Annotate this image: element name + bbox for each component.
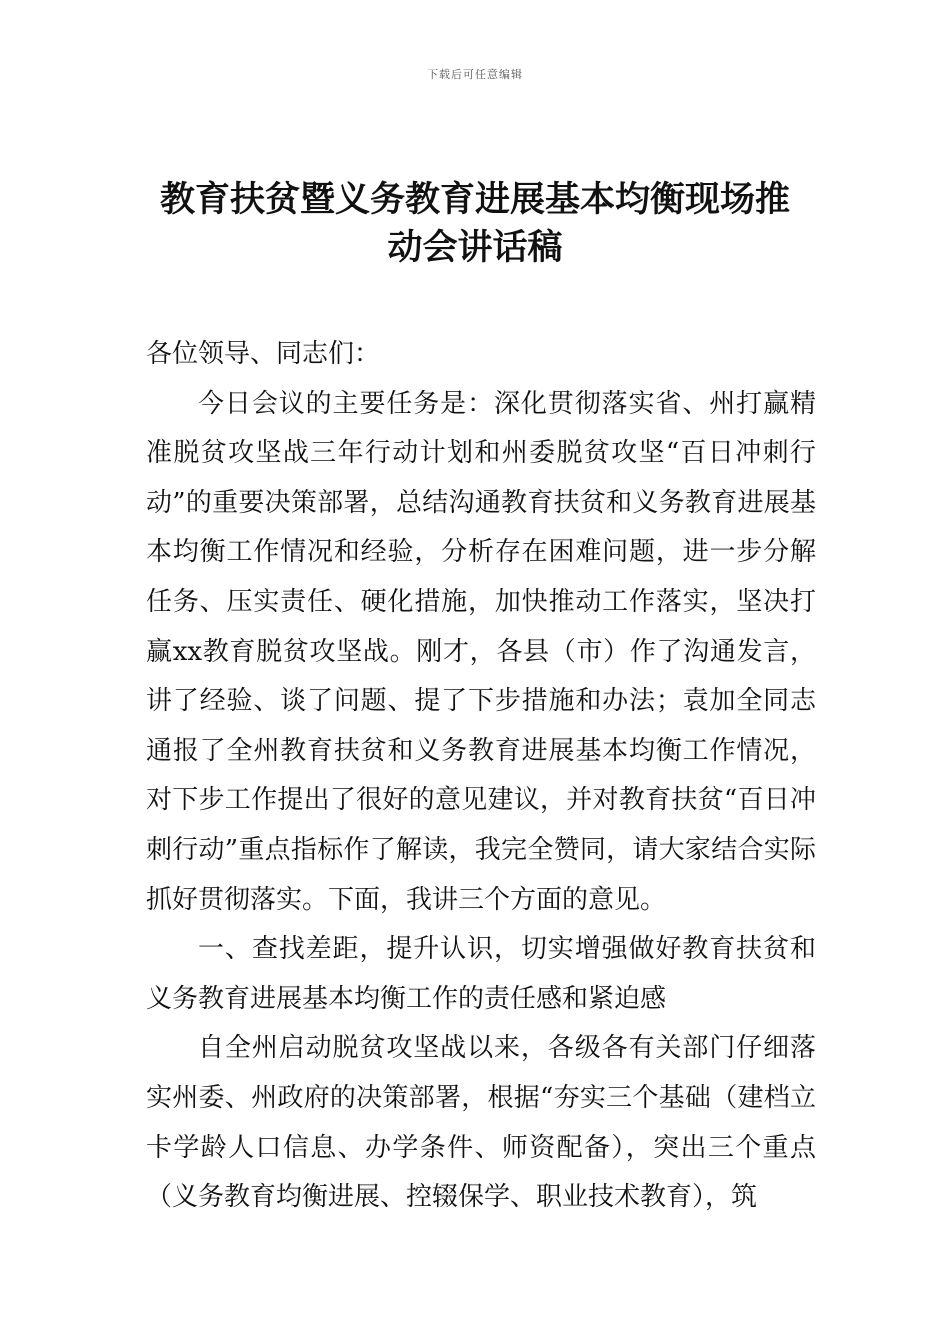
paragraph-section-1: 自全州启动脱贫攻坚战以来，各级各有关部门仔细落实州委、州政府的决策部署，根据“夯实三个基础（建档立卡学龄人口信息、办学条件、师资配备），突出三个重点（义务教育均衡进展、控辍保学、职业技术教育），筑 [146,1033,816,1213]
document-body [146,330,816,1223]
section-heading-1: 一、查找差距，提升认识，切实增强做好教育扶贫和义务教育进展基本均衡工作的责任感和紧迫感 [146,934,816,1014]
title-line-2: 动会讲话稿 [387,228,563,268]
document-title [120,176,830,272]
title-line-1: 教育扶贫暨义务教育进展基本均衡现场推 [159,180,790,220]
page-header-note: 下载后可任意编辑 [427,68,523,81]
salutation: 各位领导、同志们： [146,339,381,369]
paragraph-intro: 今日会议的主要任务是：深化贯彻落实省、州打赢精准脱贫攻坚战三年行动计划和州委脱贫攻坚“百日冲刺行动”的重要决策部署，总结沟通教育扶贫和义务教育进展基本均衡工作情况和经验，分析存在困难问题，进一步分解任务、压实责任、硬化措施，加快推动工作落实，坚决打赢xx教育脱贫攻坚战。刚才，各县（市）作了沟通发言，讲了经验、谈了问题、提了下步措施和办法；袁加全同志通报了全州教育扶贫和义务教育进展基本均衡工作情况，对下步工作提出了很好的意见建议，并对教育扶贫“百日冲刺行动”重点指标作了解读，我完全赞同，请大家结合实际抓好贯彻落实。下面，我讲三个方面的意见。 [146,388,816,915]
